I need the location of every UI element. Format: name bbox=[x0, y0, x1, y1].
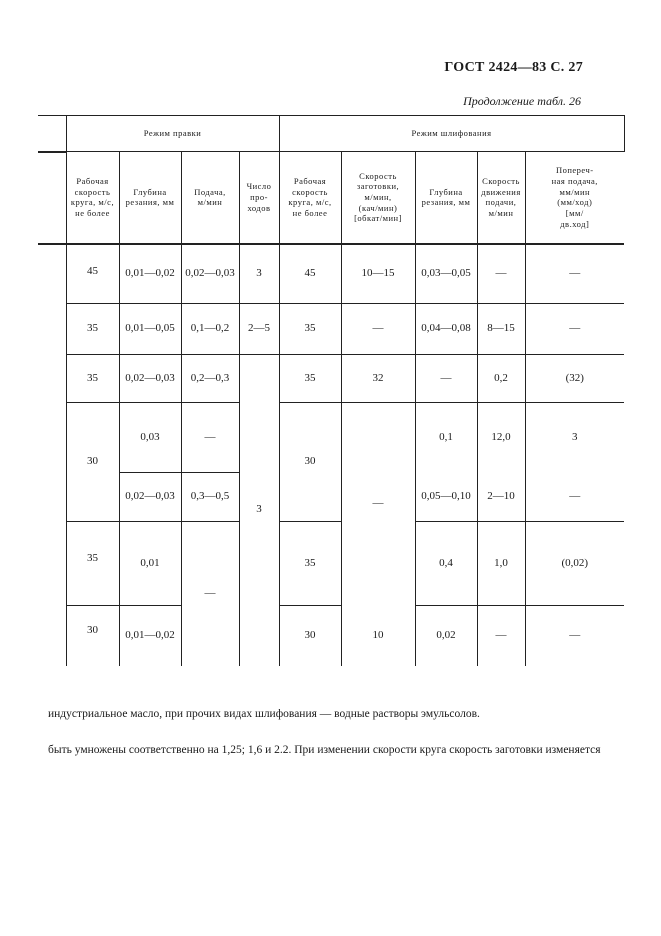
group-dressing: Режим правки bbox=[66, 116, 279, 152]
row-label-header bbox=[38, 116, 66, 152]
col-dress-depth: Глубина резания, мм bbox=[119, 152, 181, 244]
col-grind-speed: Рабочая скорость круга, м/с, не более bbox=[279, 152, 341, 244]
merged-passes: 3 bbox=[239, 355, 279, 666]
col-dress-feed: Подача, м/мин bbox=[181, 152, 239, 244]
table-caption: Продолжение табл. 26 bbox=[463, 94, 581, 108]
merged-dress-feed: — bbox=[181, 522, 239, 666]
table-row: 30 0,03 — 30 — 0,1 12,0 3 bbox=[38, 403, 624, 473]
col-grind-depth: Глубина резания, мм bbox=[415, 152, 477, 244]
group-grinding: Режим шлифования bbox=[279, 116, 624, 152]
col-dress-passes: Число про- ходов bbox=[239, 152, 279, 244]
table-row: 30 0,01—0,02 30 10 0,02 — — bbox=[38, 606, 624, 666]
table-row: 0,02—0,03 0,3—0,5 0,05—0,10 2—10 — bbox=[38, 473, 624, 522]
table-row: 35 0,01 — 35 0,4 1,0 (0,02) bbox=[38, 522, 624, 606]
table-row: 45 0,01—0,02 0,02—0,03 3 45 10—15 0,03—0,05 — — bbox=[38, 244, 624, 304]
merged-workpiece: — bbox=[341, 403, 415, 606]
col-grind-feed-speed: Скорость движения подачи, м/мин bbox=[477, 152, 525, 244]
col-dress-speed: Рабочая скорость круга, м/с, не более bbox=[66, 152, 119, 244]
grinding-modes-table bbox=[38, 115, 625, 666]
page-reference: ГОСТ 2424—83 С. 27 bbox=[444, 60, 583, 75]
footnote-line-1: индустриальное масло, при прочих видах шлифования — водные растворы эмульсолов. bbox=[48, 708, 480, 720]
col-grind-cross-feed: Попереч- ная подача, мм/мин (мм/ход) [мм/ дв.ход] bbox=[525, 152, 624, 244]
table-row: 35 0,01—0,05 0,1—0,2 2—5 35 — 0,04—0,08 8—15 — bbox=[38, 304, 624, 355]
footnote-line-2: быть умножены соответственно на 1,25; 1,6 и 2.2. При изменении скорости круга скорость заготовки изменяется bbox=[48, 744, 601, 756]
table-row: 35 0,02—0,03 0,2—0,3 3 35 32 — 0,2 (32) bbox=[38, 355, 624, 403]
col-grind-workpiece: Скорость заготовки, м/мин, (кач/мин) [обкат/мин] bbox=[341, 152, 415, 244]
